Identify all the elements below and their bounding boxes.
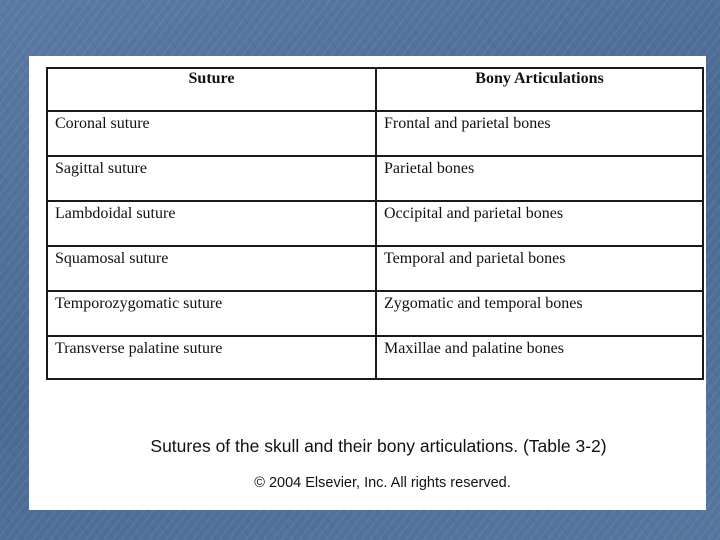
suture-cell: Lambdoidal suture [47,201,376,246]
table-row [47,246,703,291]
articulation-cell: Parietal bones [376,156,703,201]
column-header-suture: Suture [47,68,376,111]
articulation-cell: Frontal and parietal bones [376,111,703,156]
suture-cell: Sagittal suture [47,156,376,201]
sutures-table [46,67,704,380]
table-row [47,291,703,336]
suture-cell: Coronal suture [47,111,376,156]
slide-content-card [29,56,706,510]
table-row [47,336,703,379]
articulation-cell: Zygomatic and temporal bones [376,291,703,336]
articulation-cell: Temporal and parietal bones [376,246,703,291]
table-row [47,201,703,246]
articulation-cell: Occipital and parietal bones [376,201,703,246]
table-row [47,111,703,156]
column-header-bony-articulations: Bony Articulations [376,68,703,111]
table-header-row [47,68,703,111]
copyright-notice: © 2004 Elsevier, Inc. All rights reserved. [254,475,511,491]
suture-cell: Temporozygomatic suture [47,291,376,336]
suture-cell: Transverse palatine suture [47,336,376,379]
table-caption: Sutures of the skull and their bony articulations. (Table 3-2) [150,436,607,456]
articulation-cell: Maxillae and palatine bones [376,336,703,379]
suture-cell: Squamosal suture [47,246,376,291]
table-row [47,156,703,201]
